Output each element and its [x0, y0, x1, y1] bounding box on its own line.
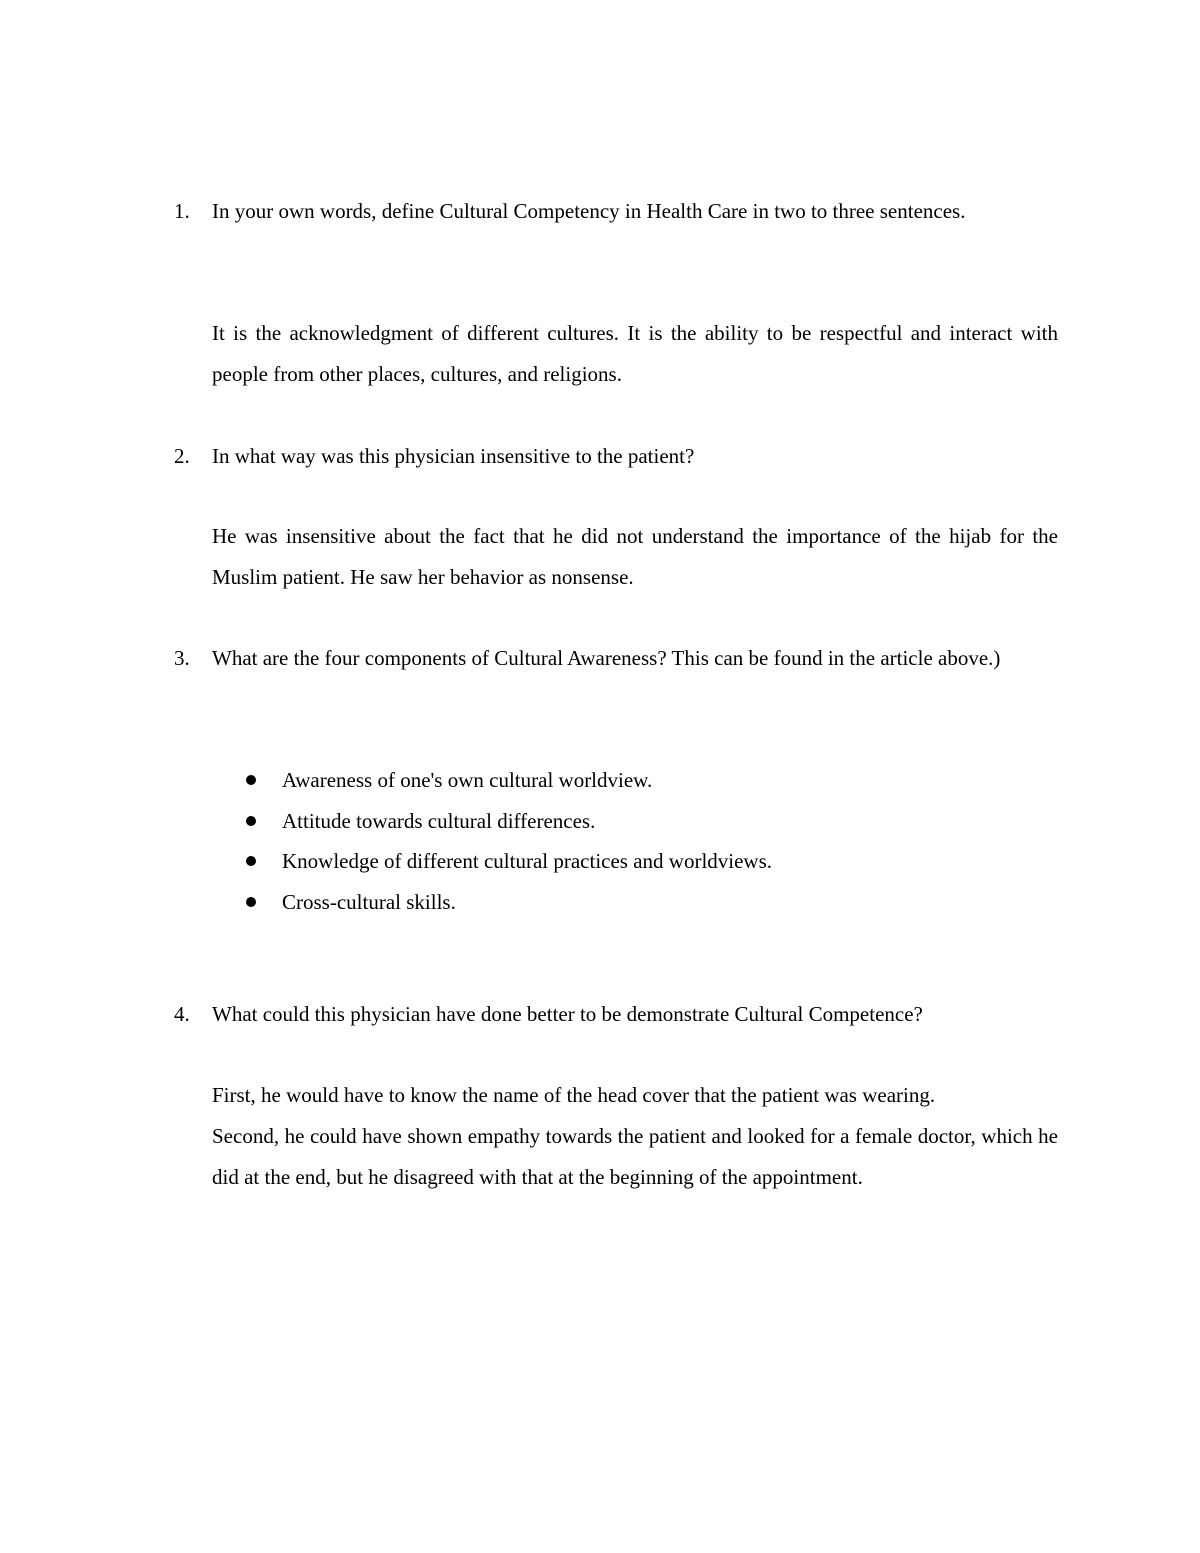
question-4: [174, 994, 1058, 1035]
question-3-number: 3.: [174, 646, 190, 670]
list-item: [282, 760, 772, 801]
list-item-text: Cross-cultural skills.: [282, 889, 456, 914]
list-item-text: Attitude towards cultural differences.: [282, 808, 596, 833]
bullet-icon: [246, 897, 256, 907]
question-2-number: 2.: [174, 444, 190, 468]
question-1-text: In your own words, define Cultural Competency in Health Care in two to three sentences.: [212, 199, 966, 223]
list-item: [282, 801, 772, 842]
bullet-icon: [246, 775, 256, 785]
cultural-awareness-components-list: [282, 760, 772, 922]
question-3-text: What are the four components of Cultural Awareness? This can be found in the article above.): [212, 646, 1001, 670]
answer-4-paragraph: Second, he could have shown empathy towards the patient and looked for a female doctor, which he did at the end, but he disagreed with that at the beginning of the appointment.: [212, 1124, 1058, 1189]
question-4-text: What could this physician have done better to be demonstrate Cultural Competence?: [212, 1002, 923, 1026]
question-2-text: In what way was this physician insensitive to the patient?: [212, 444, 695, 468]
list-item: [282, 841, 772, 882]
answer-4: [212, 1075, 1058, 1198]
bullet-icon: [246, 816, 256, 826]
question-3: [174, 638, 1058, 679]
question-1: [174, 191, 1058, 232]
list-item: [282, 882, 772, 923]
bullet-icon: [246, 856, 256, 866]
list-item-text: Awareness of one's own cultural worldview.: [282, 768, 653, 792]
list-item-text: Knowledge of different cultural practices and worldviews.: [282, 849, 773, 873]
question-4-number: 4.: [174, 1002, 190, 1026]
answer-4-line-1: First, he would have to know the name of the head cover that the patient was wearing.: [212, 1083, 936, 1107]
answer-2: He was insensitive about the fact that he did not understand the importance of the hijab for the Muslim patient. He saw her behavior as nonsense.: [212, 524, 1058, 589]
question-1-number: 1.: [174, 199, 190, 223]
question-2: [174, 436, 1058, 477]
answer-1: It is the acknowledgment of different cultures. It is the ability to be respectful and interact with people from other places, cultures, and religions.: [212, 321, 1058, 386]
